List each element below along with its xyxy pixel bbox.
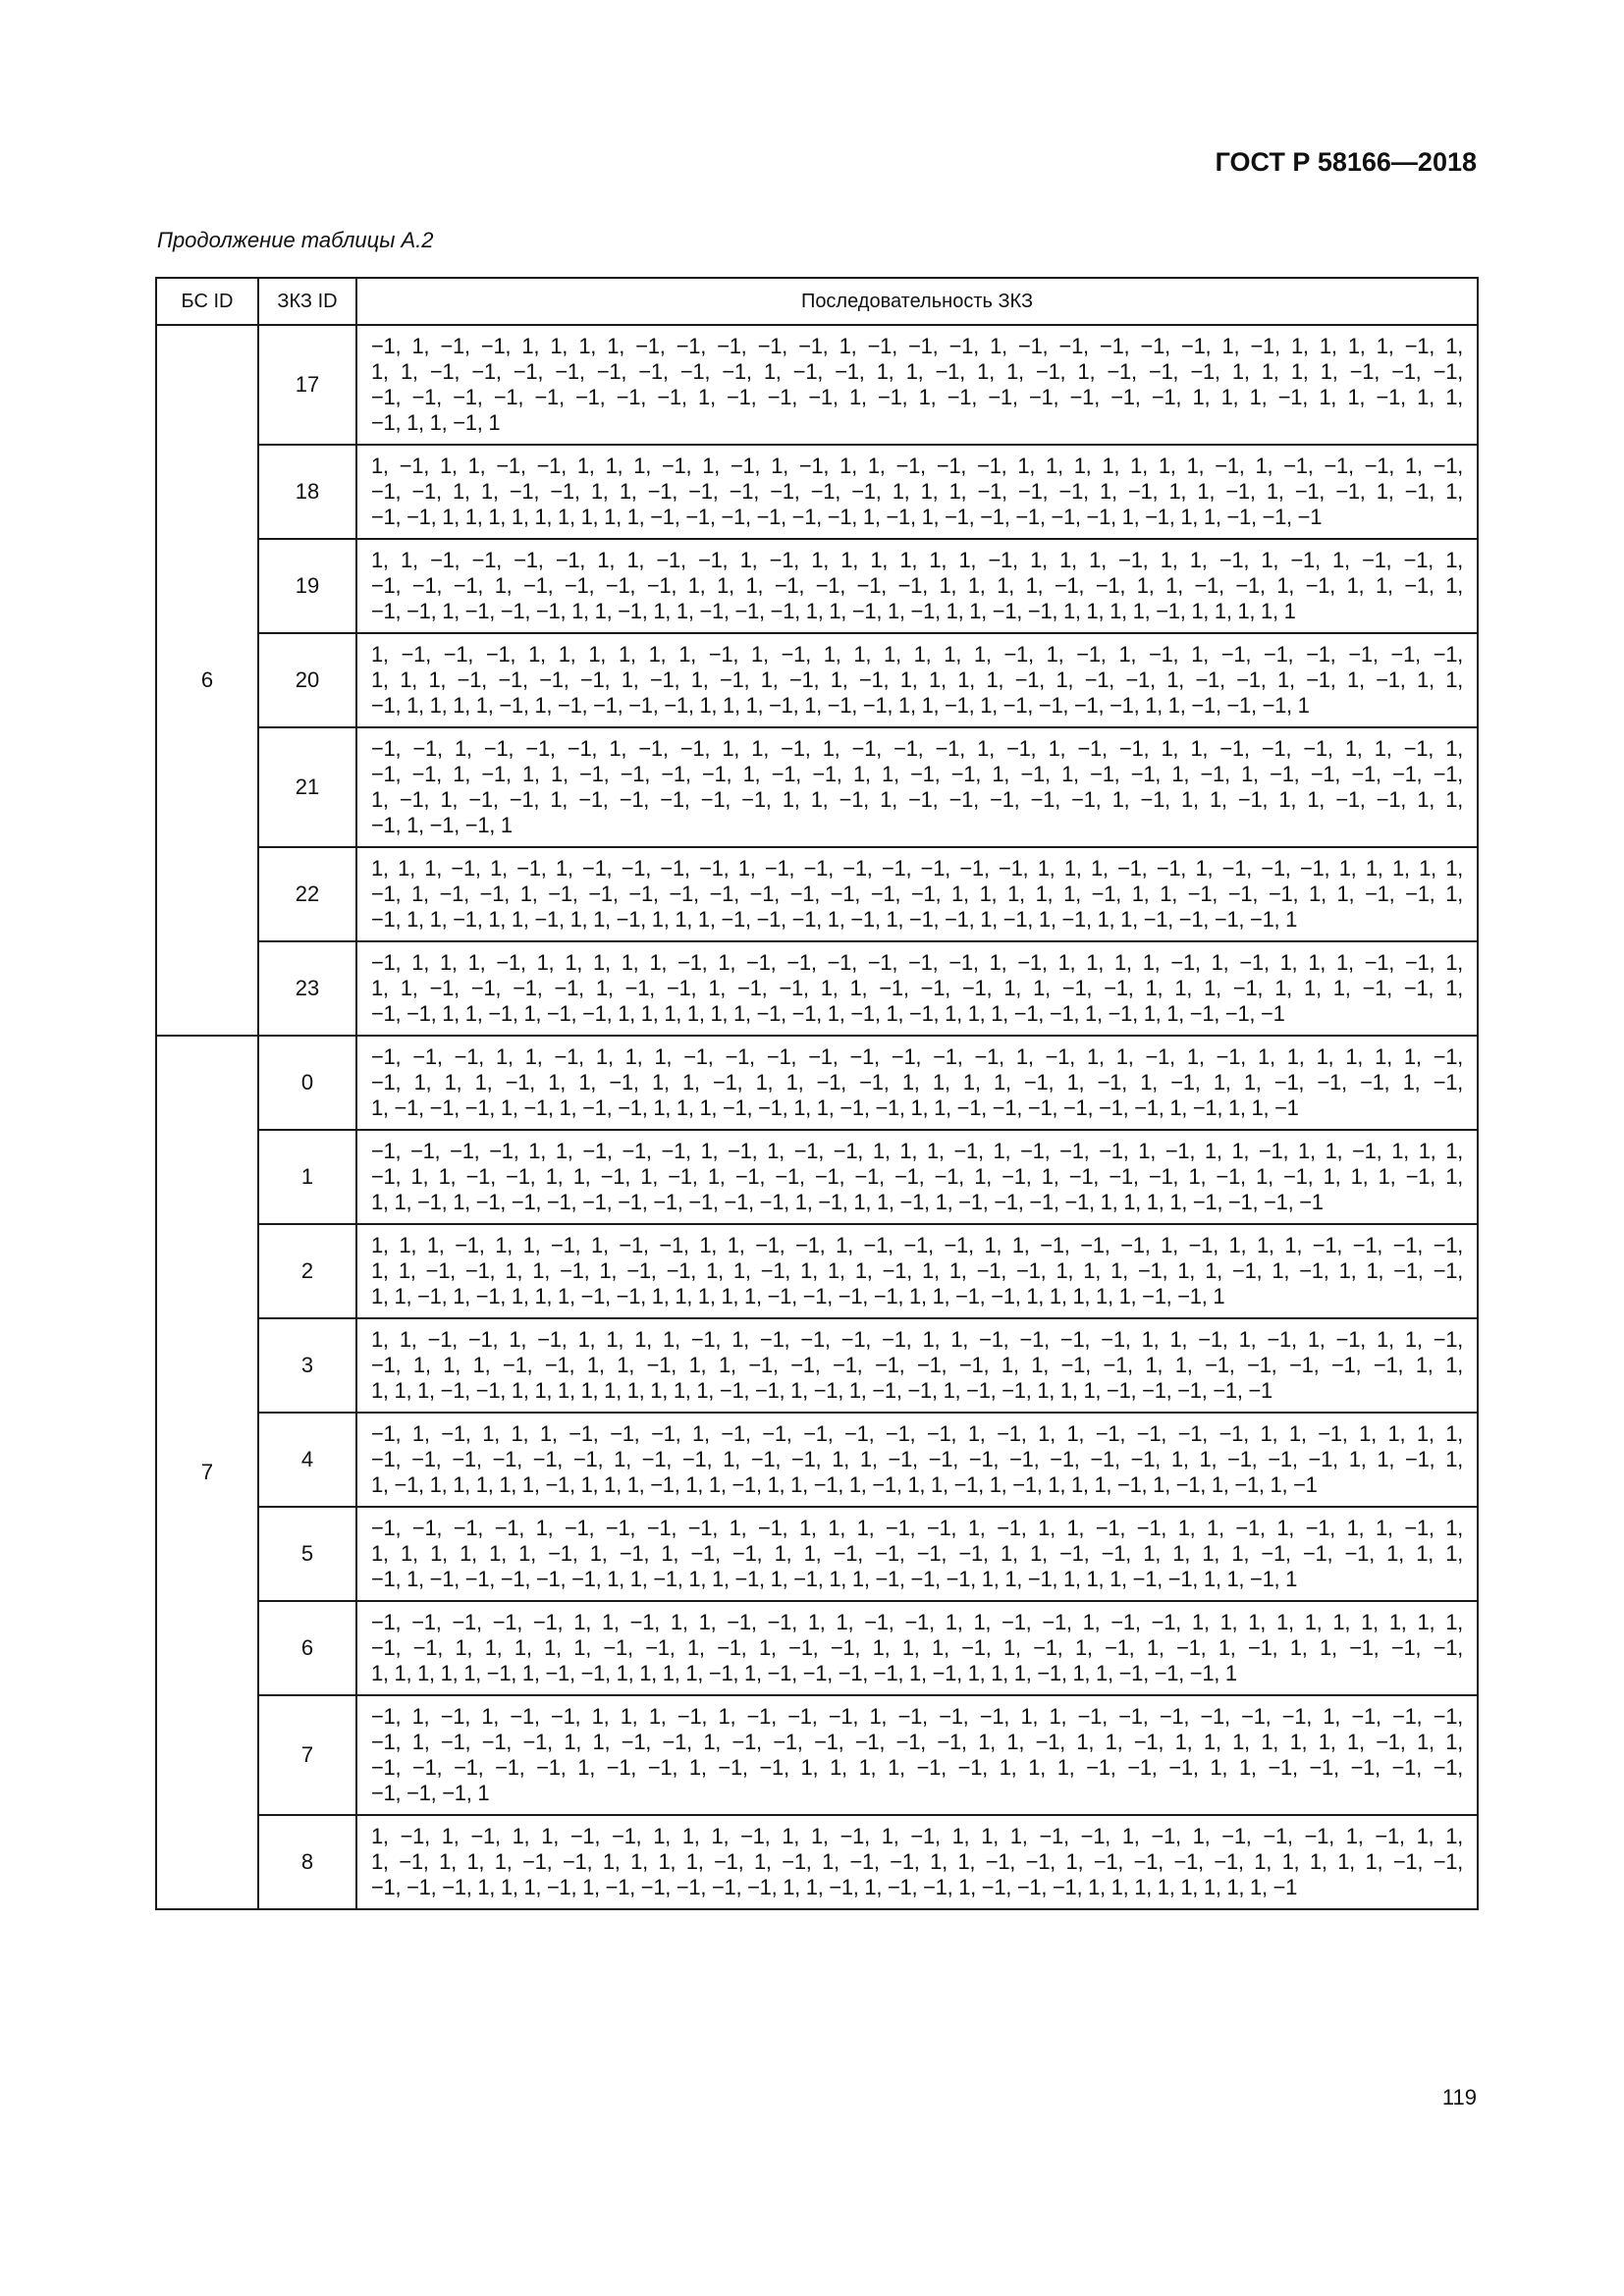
- table-row: [156, 1815, 1478, 1909]
- sequence-line: 1, −1, −1, −1, 1, 1, 1, 1, 1, 1, −1, 1, −1, 1, 1, 1, 1, 1, 1, −1, 1, −1, 1, −1, 1, −1, −1, −1, −1, −1, −1,: [371, 642, 1463, 667]
- sequence-line: 1, −1, 1, 1, 1, −1, −1, 1, 1, 1, 1, −1, 1, −1, 1, −1, −1, 1, 1, −1, −1, 1, −1, −1, −1, −1, 1, 1, 1, 1, 1, −1, −1,: [371, 1849, 1463, 1874]
- sequence-line: −1, 1, −1, −1, −1, 1, 1, −1, −1, 1, −1, −1, −1, −1, −1, −1, 1, 1, −1, 1, 1, −1, 1, 1, 1, 1, 1, 1, 1, −1, 1, 1,: [371, 1730, 1463, 1754]
- bs-id-cell: 7: [156, 1036, 258, 1909]
- sequence-line: −1, 1, 1, 1, 1, −1, 1, −1, −1, −1, −1, 1, 1, 1, −1, 1, −1, −1, 1, 1, −1, 1, −1, −1, −1, −1, 1, 1, −1, −1, −1, 1: [371, 693, 1310, 718]
- zkz-id-cell: 17: [258, 325, 356, 445]
- sequence-cell: [356, 1130, 1478, 1224]
- sequence-line: −1, −1, −1, −1, −1, −1, 1, −1, −1, 1, −1, −1, 1, 1, −1, −1, −1, −1, −1, −1, −1, 1, 1, −1, −1, −1, 1, 1, −1, 1,: [371, 1447, 1463, 1471]
- sequence-line: −1, 1, −1, 1, 1, 1, −1, −1, −1, 1, −1, −1, −1, −1, −1, −1, 1, −1, 1, 1, −1, −1, −1, −1, 1, 1, −1, 1, 1, 1, 1,: [371, 1421, 1463, 1446]
- sequence-line: 1, 1, −1, 1, −1, 1, 1, 1, −1, −1, 1, 1, 1, 1, 1, −1, −1, −1, −1, 1, 1, −1, −1, 1, 1, 1, 1, 1, −1, −1, 1: [371, 1284, 1225, 1308]
- sequence-cell: [356, 1413, 1478, 1507]
- sequence-line: 1, −1, 1, 1, 1, 1, 1, −1, 1, 1, 1, −1, 1, 1, −1, 1, 1, −1, 1, −1, 1, 1, −1, 1, −1, 1, 1, 1, −1, 1, −1, 1, −1, 1, −1: [371, 1472, 1318, 1497]
- zkz-id-cell: 20: [258, 633, 356, 727]
- sequence-line: 1, 1, 1, 1, 1, −1, 1, −1, −1, 1, 1, 1, 1, −1, 1, −1, −1, −1, −1, 1, −1, 1, 1, 1, −1, 1, 1, −1, −1, −1, 1: [371, 1661, 1237, 1685]
- sequence-line: −1, −1, −1, 1, 1, 1, −1, 1, −1, −1, −1, −1, −1, 1, 1, −1, 1, −1, −1, 1, −1, −1, −1, 1, 1, 1, 1, 1, 1, 1, 1, −1: [371, 1875, 1298, 1899]
- document-code: ГОСТ Р 58166—2018: [1215, 147, 1477, 177]
- sequence-line: 1, −1, 1, −1, −1, 1, −1, −1, −1, −1, −1, 1, 1, −1, 1, −1, −1, −1, −1, −1, 1, −1, 1, 1, −1, 1, 1, −1, −1, 1, 1,: [371, 787, 1463, 812]
- sequence-cell: [356, 633, 1478, 727]
- zkz-id-cell: 1: [258, 1130, 356, 1224]
- sequence-line: −1, −1, 1, 1, 1, 1, 1, −1, −1, 1, −1, 1, −1, −1, 1, 1, 1, −1, 1, −1, 1, −1, 1, −1, 1, −1, 1, 1, −1, −1, −1,: [371, 1635, 1463, 1660]
- sequence-cell: [356, 539, 1478, 633]
- sequence-line: 1, 1, −1, −1, 1, −1, 1, 1, 1, 1, −1, 1, −1, −1, −1, −1, 1, 1, −1, −1, −1, −1, 1, 1, −1, 1, −1, 1, −1, 1, 1, −1,: [371, 1327, 1463, 1352]
- sequence-cell: [356, 941, 1478, 1036]
- sequence-line: 1, 1, 1, −1, −1, −1, −1, 1, −1, 1, −1, 1, −1, 1, −1, 1, 1, 1, 1, −1, 1, −1, −1, 1, −1, −1, 1, −1, 1, −1, 1, 1,: [371, 667, 1463, 692]
- table-row: [156, 1695, 1478, 1815]
- sequence-cell: [356, 1318, 1478, 1413]
- zkz-id-cell: 3: [258, 1318, 356, 1413]
- sequence-line: 1, 1, −1, −1, −1, −1, 1, 1, −1, −1, 1, −1, 1, 1, 1, 1, 1, 1, −1, 1, 1, 1, −1, 1, 1, −1, 1, −1, 1, −1, −1, 1,: [371, 548, 1463, 572]
- table-row: [156, 633, 1478, 727]
- sequence-cell: [356, 1224, 1478, 1318]
- sequence-line: −1, 1, −1, −1, 1, −1, −1, −1, −1, −1, −1, −1, −1, −1, −1, 1, 1, 1, 1, 1, −1, 1, 1, −1, −1, −1, 1, 1, −1, −1, 1,: [371, 881, 1463, 906]
- zkz-id-cell: 5: [258, 1507, 356, 1601]
- table-row: [156, 941, 1478, 1036]
- sequence-cell: [356, 1036, 1478, 1130]
- table-header-row: [156, 278, 1478, 325]
- sequence-line: 1, 1, −1, −1, −1, −1, 1, −1, −1, 1, −1, −1, 1, 1, −1, −1, −1, 1, 1, −1, −1, 1, 1, 1, −1, 1, 1, 1, −1, −1, 1,: [371, 976, 1463, 1000]
- sequence-line: −1, −1, −1, −1, −1, −1, −1, −1, 1, −1, −1, −1, 1, −1, 1, −1, −1, −1, −1, −1, −1, 1, 1, 1, −1, 1, 1, −1, 1, 1,: [371, 385, 1463, 409]
- sequence-line: −1, 1, 1, −1, 1, 1, −1, 1, 1, −1, 1, 1, 1, −1, −1, −1, 1, −1, 1, −1, −1, 1, −1, 1, −1, 1, 1, −1, −1, −1, −1, 1: [371, 907, 1298, 932]
- sequence-line: −1, −1, −1, 1: [371, 1781, 490, 1805]
- sequence-table: [155, 277, 1479, 1910]
- zkz-id-cell: 22: [258, 847, 356, 941]
- table-row: [156, 1318, 1478, 1413]
- zkz-id-cell: 18: [258, 445, 356, 539]
- sequence-line: 1, 1, 1, −1, 1, 1, −1, 1, −1, −1, 1, 1, −1, −1, 1, −1, −1, −1, 1, 1, −1, −1, −1, 1, −1, 1, 1, 1, −1, −1, −1, −1,: [371, 1233, 1463, 1257]
- sequence-cell: [356, 1695, 1478, 1815]
- sequence-line: −1, −1, −1, 1, 1, −1, 1, 1, 1, −1, −1, −1, −1, −1, −1, −1, −1, 1, −1, 1, 1, −1, 1, −1, 1, 1, 1, 1, 1, 1, −1,: [371, 1044, 1463, 1069]
- table-body: [156, 325, 1478, 1909]
- sequence-line: −1, −1, −1, −1, 1, −1, −1, −1, −1, 1, −1, 1, 1, 1, −1, −1, 1, −1, 1, 1, −1, −1, 1, 1, −1, 1, −1, 1, 1, −1, 1,: [371, 1516, 1463, 1540]
- sequence-line: 1, 1, −1, 1, −1, −1, −1, −1, −1, −1, −1, −1, −1, 1, −1, 1, 1, −1, 1, −1, −1, −1, −1, 1, 1, 1, 1, −1, −1, −1, −1: [371, 1190, 1324, 1214]
- sequence-line: 1, −1, 1, −1, 1, 1, −1, −1, 1, 1, 1, −1, 1, 1, −1, 1, −1, 1, 1, 1, −1, −1, 1, −1, 1, −1, −1, −1, 1, −1, 1, 1,: [371, 1824, 1463, 1848]
- column-header-bs-id: БС ID: [156, 278, 258, 325]
- sequence-line: −1, 1, 1, 1, −1, 1, 1, 1, 1, 1, −1, 1, −1, −1, −1, −1, −1, −1, 1, −1, 1, 1, 1, 1, −1, 1, −1, 1, 1, 1, −1, −1, 1,: [371, 950, 1463, 975]
- sequence-cell: [356, 727, 1478, 847]
- sequence-cell: [356, 445, 1478, 539]
- table-row: [156, 1130, 1478, 1224]
- sequence-line: 1, −1, −1, −1, 1, −1, 1, −1, −1, 1, 1, 1, −1, −1, 1, 1, −1, −1, 1, 1, −1, −1, −1, −1, −1, −1, 1, −1, 1, 1, −1: [371, 1095, 1299, 1120]
- sequence-line: −1, 1, 1, 1, −1, −1, 1, 1, −1, 1, 1, −1, −1, −1, −1, −1, −1, 1, 1, −1, −1, 1, 1, −1, −1, −1, −1, −1, 1, 1,: [371, 1353, 1463, 1377]
- table-row: [156, 847, 1478, 941]
- zkz-id-cell: 0: [258, 1036, 356, 1130]
- sequence-line: −1, −1, 1, −1, −1, −1, 1, 1, −1, 1, 1, −1, −1, −1, 1, 1, −1, 1, −1, 1, 1, −1, −1, 1, 1, 1, 1, −1, 1, 1, 1, 1, 1: [371, 599, 1296, 623]
- zkz-id-cell: 19: [258, 539, 356, 633]
- table-row: [156, 539, 1478, 633]
- zkz-id-cell: 2: [258, 1224, 356, 1318]
- sequence-cell: [356, 1815, 1478, 1909]
- sequence-line: −1, 1, −1, 1, −1, −1, 1, 1, 1, −1, 1, −1, −1, −1, 1, −1, −1, −1, 1, 1, −1, −1, −1, −1, −1, −1, 1, −1, −1, −1,: [371, 1704, 1463, 1729]
- table-caption: Продолжение таблицы А.2: [157, 228, 434, 252]
- zkz-id-cell: 6: [258, 1601, 356, 1695]
- sequence-line: 1, 1, 1, −1, −1, 1, 1, 1, 1, 1, 1, 1, 1, 1, −1, −1, 1, −1, 1, −1, −1, 1, −1, −1, 1, 1, 1, −1, −1, −1, −1, −1: [371, 1378, 1272, 1403]
- sequence-line: −1, −1, −1, −1, −1, 1, 1, −1, 1, 1, −1, −1, 1, 1, −1, −1, 1, 1, −1, −1, 1, −1, −1, 1, 1, 1, 1, 1, 1, 1, 1, 1, 1,: [371, 1610, 1463, 1634]
- sequence-line: −1, 1, 1, 1, −1, 1, 1, −1, 1, 1, −1, 1, 1, −1, −1, 1, 1, 1, 1, −1, 1, −1, 1, −1, 1, 1, −1, −1, −1, 1, −1,: [371, 1070, 1463, 1095]
- sequence-line: −1, 1, 1, −1, −1, 1, 1, −1, 1, −1, 1, −1, −1, −1, −1, −1, −1, 1, −1, 1, −1, −1, −1, 1, −1, 1, −1, 1, 1, 1, −1, 1,: [371, 1164, 1463, 1189]
- table-row: [156, 445, 1478, 539]
- page-number: 119: [1441, 2085, 1477, 2109]
- sequence-line: 1, 1, 1, 1, 1, 1, −1, 1, −1, 1, −1, −1, 1, 1, −1, −1, −1, −1, 1, 1, −1, −1, 1, 1, 1, 1, −1, −1, −1, 1, 1, 1,: [371, 1541, 1463, 1566]
- column-header-zkz-id: ЗКЗ ID: [258, 278, 356, 325]
- bs-id-cell: 6: [156, 325, 258, 1036]
- table-row: [156, 1224, 1478, 1318]
- zkz-id-cell: 8: [258, 1815, 356, 1909]
- sequence-cell: [356, 1601, 1478, 1695]
- sequence-line: 1, 1, 1, −1, 1, −1, 1, −1, −1, −1, −1, 1, −1, −1, −1, −1, −1, −1, −1, 1, 1, 1, −1, −1, 1, −1, −1, −1, 1, 1, 1, 1, 1,: [371, 856, 1463, 881]
- table-row: [156, 1413, 1478, 1507]
- sequence-line: −1, 1, 1, −1, 1: [371, 410, 501, 435]
- column-header-sequence: Последовательность ЗКЗ: [356, 278, 1478, 325]
- sequence-line: 1, 1, −1, −1, −1, −1, −1, −1, −1, −1, 1, −1, −1, 1, 1, −1, 1, 1, −1, 1, −1, −1, −1, 1, 1, 1, 1, −1, −1, −1,: [371, 359, 1463, 384]
- zkz-id-cell: 7: [258, 1695, 356, 1815]
- sequence-line: 1, 1, −1, −1, 1, 1, −1, 1, −1, −1, 1, 1, −1, 1, 1, 1, −1, 1, 1, −1, −1, 1, 1, 1, −1, 1, 1, −1, 1, −1, 1, 1, −1, −1,: [371, 1258, 1463, 1283]
- zkz-id-cell: 21: [258, 727, 356, 847]
- zkz-id-cell: 4: [258, 1413, 356, 1507]
- table-row: [156, 1507, 1478, 1601]
- sequence-line: −1, 1, −1, −1, 1, 1, 1, 1, −1, −1, −1, −1, −1, 1, −1, −1, −1, 1, −1, −1, −1, −1, −1, 1, −1, 1, 1, 1, 1, −1, 1,: [371, 334, 1463, 358]
- table-row: [156, 727, 1478, 847]
- sequence-line: −1, −1, −1, −1, 1, 1, −1, −1, −1, 1, −1, 1, −1, −1, 1, 1, 1, −1, 1, −1, −1, −1, 1, −1, 1, 1, −1, 1, 1, −1, 1, 1, 1,: [371, 1139, 1463, 1163]
- sequence-line: −1, −1, 1, 1, −1, −1, 1, 1, −1, −1, −1, −1, −1, −1, 1, 1, 1, −1, −1, −1, 1, −1, 1, 1, −1, 1, −1, −1, 1, −1, 1,: [371, 479, 1463, 504]
- sequence-cell: [356, 1507, 1478, 1601]
- sequence-line: −1, 1, −1, −1, 1: [371, 813, 513, 837]
- sequence-line: −1, −1, −1, −1, −1, 1, −1, −1, 1, −1, −1, 1, 1, 1, 1, −1, −1, 1, 1, 1, −1, −1, −1, 1, 1, −1, −1, −1, −1, −1,: [371, 1755, 1463, 1780]
- sequence-line: −1, 1, −1, −1, −1, −1, −1, 1, 1, −1, 1, 1, −1, 1, −1, 1, 1, −1, −1, −1, 1, 1, −1, 1, 1, 1, −1, −1, 1, 1, −1, 1: [371, 1567, 1298, 1591]
- sequence-line: −1, −1, 1, −1, 1, 1, −1, −1, −1, −1, 1, −1, −1, 1, 1, −1, −1, 1, −1, 1, −1, −1, 1, −1, 1, −1, −1, −1, −1, −1,: [371, 762, 1463, 786]
- sequence-cell: [356, 325, 1478, 445]
- sequence-cell: [356, 847, 1478, 941]
- table-row: [156, 325, 1478, 445]
- sequence-line: −1, −1, 1, 1, 1, 1, 1, 1, 1, 1, 1, −1, −1, −1, −1, −1, −1, 1, −1, 1, −1, −1, −1, −1, −1, 1, −1, 1, 1, −1, −1, −1: [371, 505, 1323, 529]
- table-row: [156, 1601, 1478, 1695]
- sequence-line: −1, −1, 1, −1, −1, −1, 1, −1, −1, 1, 1, −1, 1, −1, −1, −1, 1, −1, 1, −1, −1, 1, 1, −1, −1, −1, 1, 1, −1, 1,: [371, 736, 1463, 761]
- sequence-line: −1, −1, 1, 1, −1, 1, −1, −1, 1, 1, 1, 1, 1, 1, −1, −1, 1, −1, 1, −1, 1, 1, 1, −1, −1, 1, −1, 1, 1, −1, −1, −1: [371, 1001, 1285, 1026]
- table-row: [156, 1036, 1478, 1130]
- sequence-line: 1, −1, 1, 1, −1, −1, 1, 1, 1, −1, 1, −1, 1, −1, 1, 1, −1, −1, −1, 1, 1, 1, 1, 1, 1, 1, −1, 1, −1, −1, −1, 1, −1,: [371, 454, 1463, 478]
- sequence-line: −1, −1, −1, 1, −1, −1, −1, −1, 1, 1, 1, −1, −1, −1, −1, 1, 1, 1, 1, −1, −1, 1, 1, −1, −1, 1, −1, 1, 1, −1, 1,: [371, 573, 1463, 598]
- zkz-id-cell: 23: [258, 941, 356, 1036]
